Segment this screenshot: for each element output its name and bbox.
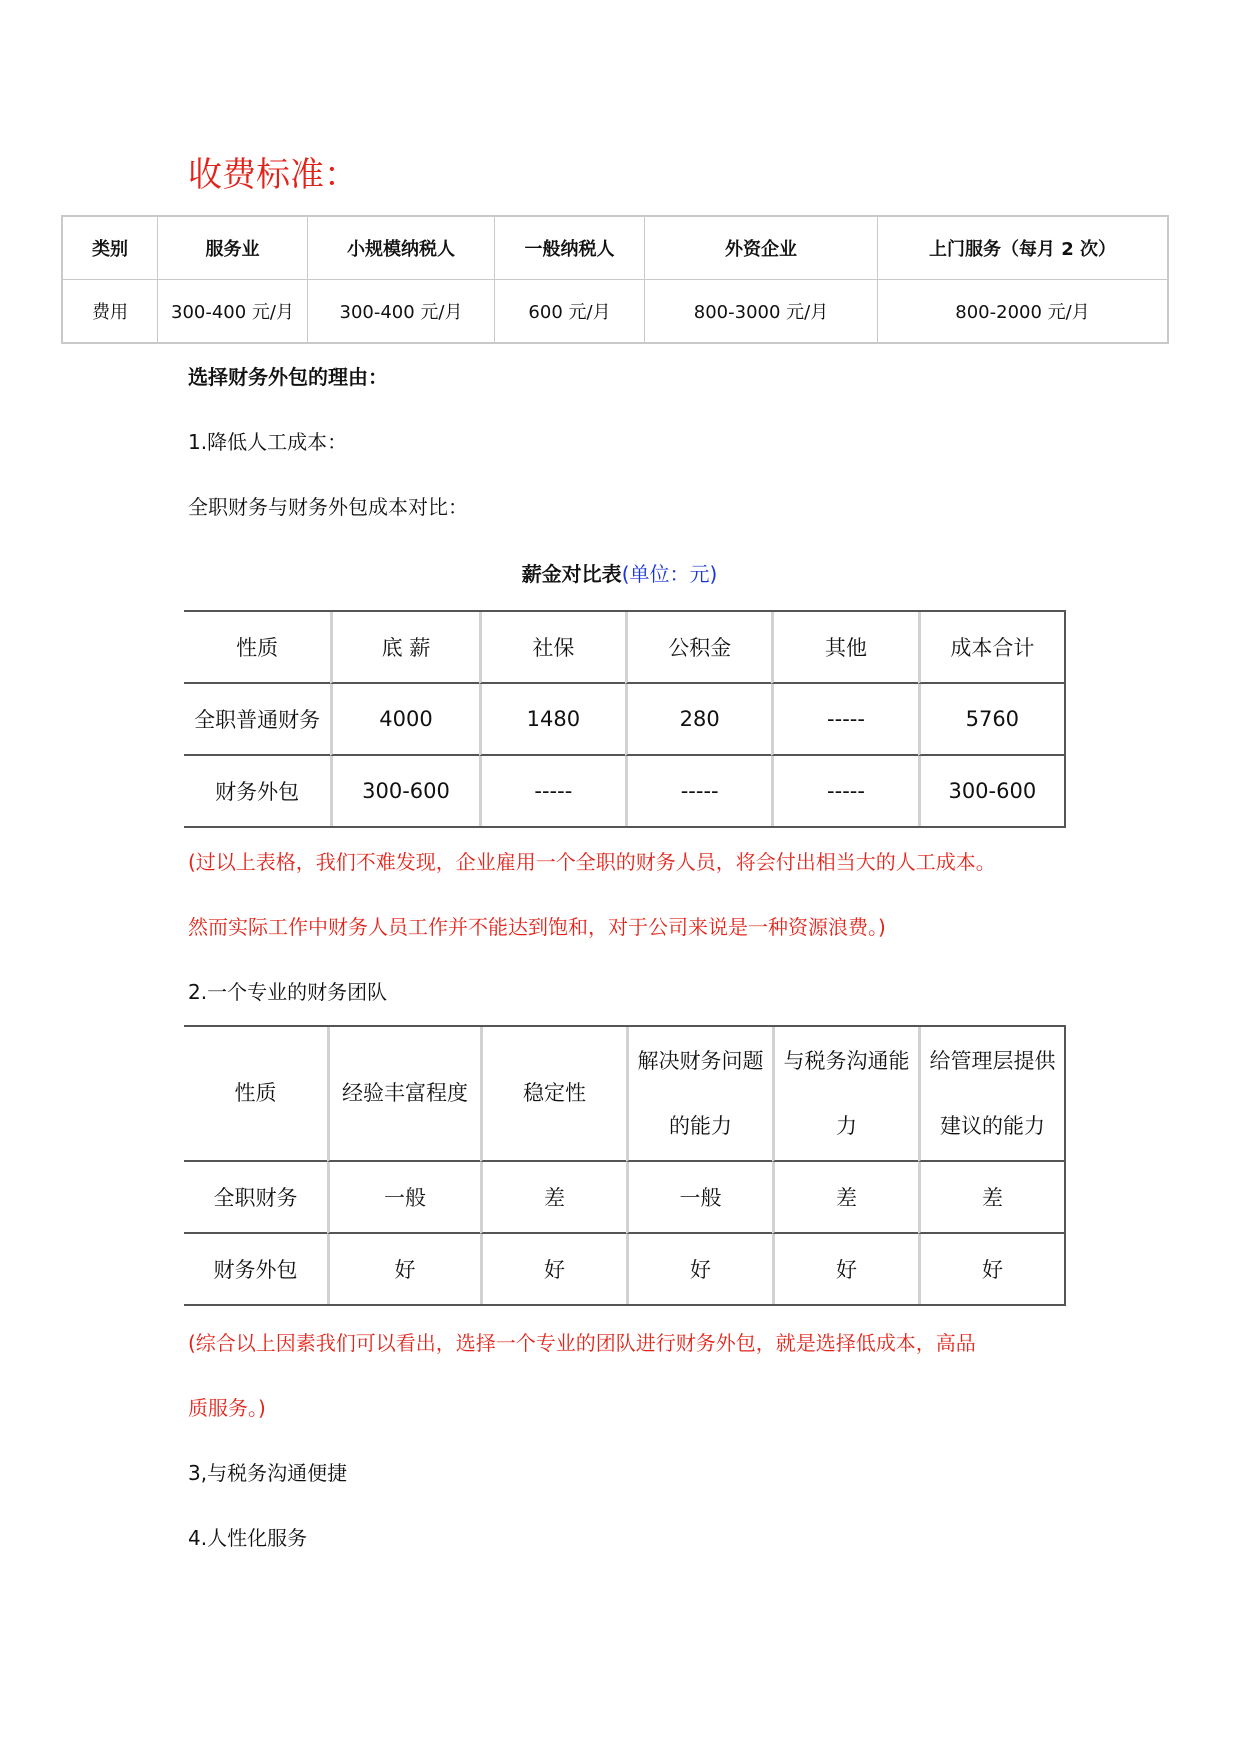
salary-cell: ----- bbox=[479, 756, 625, 826]
team-header-cell bbox=[184, 1027, 327, 1162]
salary-table-row bbox=[184, 684, 1064, 756]
salary-header-cell: 公积金 bbox=[625, 612, 771, 684]
salary-cell: ----- bbox=[625, 756, 771, 826]
team-cell: 差 bbox=[772, 1162, 918, 1234]
salary-cell: 财务外包 bbox=[215, 780, 300, 804]
fee-table-row bbox=[63, 280, 1167, 342]
salary-header-cell: 社保 bbox=[479, 612, 625, 684]
team-header-text: 稳定性 bbox=[523, 1081, 586, 1105]
fee-cell: 300-400 元/月 bbox=[308, 280, 495, 342]
salary-cell: 280 bbox=[625, 684, 771, 756]
salary-table-title-text: 薪金对比表 bbox=[521, 562, 622, 586]
salary-table-unit: (单位：元) bbox=[621, 562, 718, 586]
team-header-cell bbox=[772, 1027, 918, 1162]
team-cell: 好 bbox=[480, 1234, 626, 1304]
team-header-text: 的能力 bbox=[669, 1113, 732, 1138]
salary-cell: 300-600 bbox=[330, 756, 478, 826]
reasons-heading: 选择财务外包的理由： bbox=[188, 365, 388, 389]
team-table-header bbox=[184, 1027, 1064, 1162]
team-cell: 财务外包 bbox=[213, 1258, 298, 1282]
fee-cell: 800-2000 元/月 bbox=[955, 302, 1090, 323]
team-cell: 好 bbox=[626, 1234, 772, 1304]
fee-cell: 300-400 元/月 bbox=[158, 280, 308, 342]
salary-header-cell: 其他 bbox=[771, 612, 917, 684]
salary-cell: 1480 bbox=[479, 684, 625, 756]
team-header-text: 与税务沟通能 bbox=[783, 1048, 910, 1073]
team-cell: 一般 bbox=[626, 1162, 772, 1234]
team-header-cell bbox=[327, 1027, 480, 1162]
team-cell: 一般 bbox=[327, 1162, 480, 1234]
reason3-heading: 3,与税务沟通便捷 bbox=[188, 1461, 348, 1485]
team-comparison-table bbox=[184, 1025, 1066, 1306]
salary-comparison-table bbox=[184, 610, 1066, 828]
fee-header-cell: 上门服务（每月 2 次） bbox=[878, 217, 1167, 280]
team-header-cell bbox=[480, 1027, 626, 1162]
salary-cell: 全职普通财务 bbox=[184, 684, 330, 756]
salary-header-cell: 底 薪 bbox=[330, 612, 478, 684]
fee-cell: 800-3000 元/月 bbox=[645, 280, 878, 342]
team-cell: 差 bbox=[918, 1162, 1064, 1234]
team-header-text: 给管理层提供 bbox=[929, 1048, 1056, 1073]
team-header-cell bbox=[918, 1027, 1064, 1162]
salary-cell: ----- bbox=[771, 684, 917, 756]
team-cell: 好 bbox=[772, 1234, 918, 1304]
salary-cell: ----- bbox=[771, 756, 917, 826]
fee-cell: 费用 bbox=[63, 280, 158, 342]
salary-cell: 5760 bbox=[918, 684, 1064, 756]
team-table-row bbox=[184, 1162, 1064, 1234]
fee-standard-title: 收费标准： bbox=[188, 155, 358, 195]
team-note-line2: 质服务。) bbox=[188, 1396, 266, 1420]
fee-header-cell: 外资企业 bbox=[645, 217, 878, 280]
team-note-line1: (综合以上因素我们可以看出，选择一个专业的团队进行财务外包，就是选择低成本，高品 bbox=[188, 1331, 976, 1355]
team-header-text: 建议的能力 bbox=[940, 1113, 1045, 1138]
fee-header-cell: 类别 bbox=[63, 217, 158, 280]
salary-table-title bbox=[0, 564, 1239, 584]
cost-note-line1: (过以上表格，我们不难发现，企业雇用一个全职的财务人员，将会付出相当大的人工成本。 bbox=[188, 850, 996, 874]
team-header-text: 解决财务问题 bbox=[637, 1048, 764, 1073]
reason1-heading: 1.降低人工成本： bbox=[188, 430, 348, 454]
team-cell: 差 bbox=[480, 1162, 626, 1234]
salary-cell: 300-600 bbox=[918, 756, 1064, 826]
salary-header-cell: 性质 bbox=[184, 612, 330, 684]
cost-note-line2: 然而实际工作中财务人员工作并不能达到饱和，对于公司来说是一种资源浪费。) bbox=[188, 915, 886, 939]
team-header-text: 经验丰富程度 bbox=[342, 1081, 468, 1105]
fee-header-cell: 小规模纳税人 bbox=[308, 217, 495, 280]
team-cell: 好 bbox=[327, 1234, 480, 1304]
fee-table-header bbox=[63, 217, 1167, 280]
team-cell: 全职财务 bbox=[184, 1162, 327, 1234]
salary-table-header bbox=[184, 612, 1064, 684]
fee-header-cell: 一般纳税人 bbox=[495, 217, 645, 280]
team-header-text: 性质 bbox=[234, 1081, 277, 1105]
fee-cell: 600 元/月 bbox=[495, 280, 645, 342]
reason2-heading: 2.一个专业的财务团队 bbox=[188, 980, 388, 1004]
salary-header-cell: 成本合计 bbox=[918, 612, 1064, 684]
reason1-subheading: 全职财务与财务外包成本对比： bbox=[188, 495, 468, 519]
salary-cell: 4000 bbox=[330, 684, 478, 756]
team-cell: 好 bbox=[918, 1234, 1064, 1304]
reason4-heading: 4.人性化服务 bbox=[188, 1526, 308, 1550]
fee-header-cell: 服务业 bbox=[158, 217, 308, 280]
team-table-row bbox=[184, 1234, 1064, 1304]
team-header-text: 力 bbox=[836, 1113, 857, 1138]
team-header-cell bbox=[626, 1027, 772, 1162]
fee-table bbox=[61, 215, 1169, 344]
salary-table-row bbox=[184, 756, 1064, 826]
